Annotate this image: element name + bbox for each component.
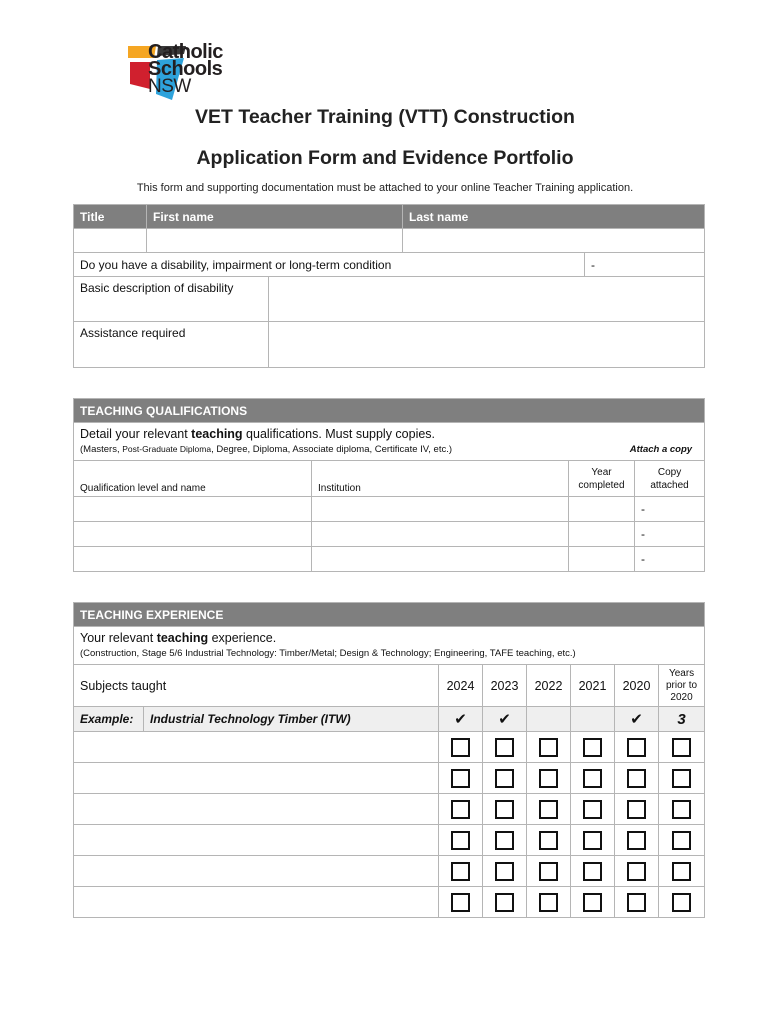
year-2024-header: 2024	[439, 665, 483, 707]
qualifications-table	[73, 398, 705, 572]
assistance-field[interactable]	[269, 322, 705, 368]
checkbox-2023[interactable]	[495, 862, 514, 881]
checkbox-2022[interactable]	[539, 831, 558, 850]
subject-field[interactable]	[74, 794, 439, 825]
assistance-label: Assistance required	[74, 322, 269, 368]
example-subject: Industrial Technology Timber (ITW)	[144, 707, 439, 732]
disability-dropdown[interactable]: -	[585, 253, 705, 277]
copy-attached-dropdown[interactable]: -	[635, 522, 705, 547]
checkbox-2020[interactable]	[627, 862, 646, 881]
title-field[interactable]	[74, 229, 147, 253]
experience-instructions: Your relevant teaching experience. (Construction, Stage 5/6 Industrial Technology: Timber/Metal; Design & Technology; Engineering, TAFE teaching, etc.)	[74, 627, 705, 665]
checkbox-prior[interactable]	[672, 831, 691, 850]
institution-field[interactable]	[312, 497, 569, 522]
year-completed-field[interactable]	[569, 547, 635, 572]
example-tick-2022	[527, 707, 571, 732]
checkbox-2020[interactable]	[627, 831, 646, 850]
subject-field[interactable]	[74, 887, 439, 918]
checkbox-2020[interactable]	[627, 893, 646, 912]
first-name-field[interactable]	[147, 229, 403, 253]
checkbox-2021[interactable]	[583, 769, 602, 788]
copy-attached-dropdown[interactable]: -	[635, 547, 705, 572]
qualification-column-header: Qualification level and name	[74, 461, 312, 497]
qualifications-instructions: Detail your relevant teaching qualifications. Must supply copies. (Masters, Post-Graduate Diploma, Degree, Diploma, Associate diploma, Certificate IV, etc.) Attach a copy	[74, 423, 705, 461]
subject-row	[74, 794, 705, 825]
page-subtitle: Application Form and Evidence Portfolio	[196, 147, 574, 169]
example-tick-2020: ✔	[615, 707, 659, 732]
year-2023-header: 2023	[483, 665, 527, 707]
subject-row	[74, 763, 705, 794]
year-2021-header: 2021	[571, 665, 615, 707]
checkbox-2021[interactable]	[583, 893, 602, 912]
subjects-column-header: Subjects taught	[74, 665, 439, 707]
disability-description-label: Basic description of disability	[74, 277, 269, 322]
checkbox-2020[interactable]	[627, 800, 646, 819]
intro-text: This form and supporting documentation must be attached to your online Teacher Training application.	[136, 182, 634, 194]
qualification-field[interactable]	[74, 547, 312, 572]
checkbox-2020[interactable]	[627, 738, 646, 757]
example-tick-2024: ✔	[439, 707, 483, 732]
experience-header: TEACHING EXPERIENCE	[74, 603, 705, 627]
subject-row	[74, 856, 705, 887]
title-header: Title	[74, 205, 147, 229]
checkbox-2021[interactable]	[583, 831, 602, 850]
year-completed-field[interactable]	[569, 497, 635, 522]
checkbox-2021[interactable]	[583, 862, 602, 881]
subject-field[interactable]	[74, 825, 439, 856]
example-row	[74, 707, 705, 732]
institution-column-header: Institution	[312, 461, 569, 497]
subject-field[interactable]	[74, 732, 439, 763]
subject-row	[74, 887, 705, 918]
years-prior-header: Years prior to 2020	[659, 665, 705, 707]
checkbox-2020[interactable]	[627, 769, 646, 788]
checkbox-2024[interactable]	[451, 862, 470, 881]
checkbox-2024[interactable]	[451, 769, 470, 788]
year-completed-column-header: Year completed	[569, 461, 635, 497]
institution-field[interactable]	[312, 522, 569, 547]
last-name-field[interactable]	[403, 229, 705, 253]
checkbox-2022[interactable]	[539, 800, 558, 819]
institution-field[interactable]	[312, 547, 569, 572]
disability-question: Do you have a disability, impairment or long-term condition	[74, 253, 585, 277]
checkbox-2022[interactable]	[539, 738, 558, 757]
checkbox-2023[interactable]	[495, 769, 514, 788]
year-2022-header: 2022	[527, 665, 571, 707]
disability-table	[73, 252, 705, 368]
personal-details-table	[73, 204, 705, 253]
page-title: VET Teacher Training (VTT) Construction	[195, 106, 575, 128]
example-years-prior: 3	[659, 707, 705, 732]
subject-field[interactable]	[74, 763, 439, 794]
first-name-header: First name	[147, 205, 403, 229]
checkbox-2024[interactable]	[451, 831, 470, 850]
checkbox-2023[interactable]	[495, 738, 514, 757]
subject-row	[74, 732, 705, 763]
year-completed-field[interactable]	[569, 522, 635, 547]
checkbox-2022[interactable]	[539, 893, 558, 912]
year-2020-header: 2020	[615, 665, 659, 707]
checkbox-2022[interactable]	[539, 769, 558, 788]
checkbox-2021[interactable]	[583, 800, 602, 819]
checkbox-2022[interactable]	[539, 862, 558, 881]
checkbox-2024[interactable]	[451, 893, 470, 912]
qualification-field[interactable]	[74, 522, 312, 547]
example-tick-2021	[571, 707, 615, 732]
disability-description-field[interactable]	[269, 277, 705, 322]
qualifications-header: TEACHING QUALIFICATIONS	[74, 399, 705, 423]
qualification-field[interactable]	[74, 497, 312, 522]
copy-attached-column-header: Copy attached	[635, 461, 705, 497]
example-tick-2023: ✔	[483, 707, 527, 732]
subject-row	[74, 825, 705, 856]
checkbox-2024[interactable]	[451, 800, 470, 819]
checkbox-prior[interactable]	[672, 769, 691, 788]
copy-attached-dropdown[interactable]: -	[635, 497, 705, 522]
checkbox-prior[interactable]	[672, 862, 691, 881]
checkbox-2023[interactable]	[495, 800, 514, 819]
checkbox-2023[interactable]	[495, 893, 514, 912]
checkbox-prior[interactable]	[672, 893, 691, 912]
example-label: Example:	[74, 707, 144, 732]
checkbox-prior[interactable]	[672, 800, 691, 819]
last-name-header: Last name	[403, 205, 705, 229]
checkbox-prior[interactable]	[672, 738, 691, 757]
checkbox-2023[interactable]	[495, 831, 514, 850]
attach-copy-note: Attach a copy	[629, 444, 693, 455]
subject-field[interactable]	[74, 856, 439, 887]
experience-table	[73, 602, 705, 918]
checkbox-2024[interactable]	[451, 738, 470, 757]
logo-wordmark: Catholic Schools NSW	[148, 41, 223, 97]
checkbox-2021[interactable]	[583, 738, 602, 757]
